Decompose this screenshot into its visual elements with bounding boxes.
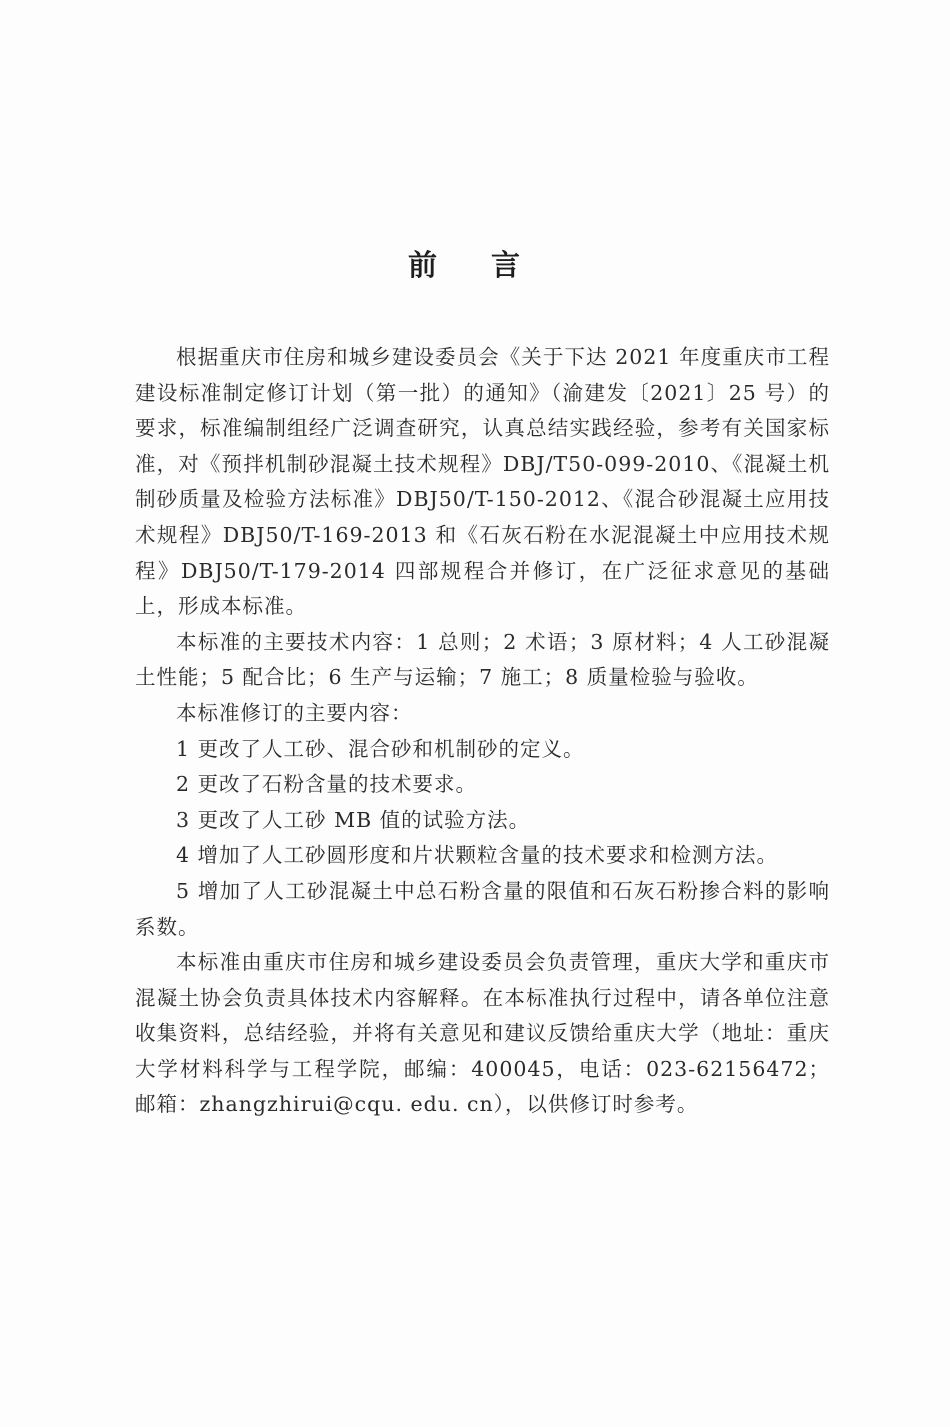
revision-item-4: 4 增加了人工砂圆形度和片状颗粒含量的技术要求和检测方法。 — [176, 843, 779, 868]
paragraph-management: 本标准由重庆市住房和城乡建设委员会负责管理，重庆大学和重庆市混凝土协会负责具体技术内容解释。在本标准执行过程中，请各单位注意收集资料，总结经验，并将有关意见和建议反馈给重庆大学（地址：重庆大学材料科学与工程学院，邮编：400045，电话：023-62156472；邮箱：zhangzhirui@cqu. edu. cn），以供修订时参考。 — [135, 950, 830, 1117]
paragraph-main-content: 本标准的主要技术内容：1 总则；2 术语；3 原材料；4 人工砂混凝土性能；5 配合比；6 生产与运输；7 施工；8 质量检验与验收。 — [135, 629, 830, 690]
paragraph-revision-intro: 本标准修订的主要内容： — [176, 700, 413, 725]
page-title: 前 言 — [407, 248, 543, 282]
revision-item-2: 2 更改了石粉含量的技术要求。 — [176, 772, 478, 797]
revision-item-1: 1 更改了人工砂、混合砂和机制砂的定义。 — [176, 736, 585, 761]
revision-item-3: 3 更改了人工砂 MB 值的试验方法。 — [176, 807, 531, 832]
body-text — [135, 340, 830, 1123]
revision-item-5: 5 增加了人工砂混凝土中总石粉含量的限值和石灰石粉掺合料的影响系数。 — [135, 878, 830, 939]
paragraph-basis: 根据重庆市住房和城乡建设委员会《关于下达 2021 年度重庆市工程建设标准制定修订计划（第一批）的通知》（渝建发〔2021〕25 号）的要求，标准编制组经广泛调查研究，认真总结实践经验，参考有关国家标准，对《预拌机制砂混凝土技术规程》DBJ/T50-099-2010、《混凝土机制砂质量及检验方法标准》DBJ50/T-150-2012、《混合砂混凝土应用技术规程》DBJ50/T-169-2013 和《石灰石粉在水泥混凝土中应用技术规程》DBJ50/T-179-2014 四部规程合并修订，在广泛征求意见的基础上，形成本标准。 — [135, 345, 830, 619]
